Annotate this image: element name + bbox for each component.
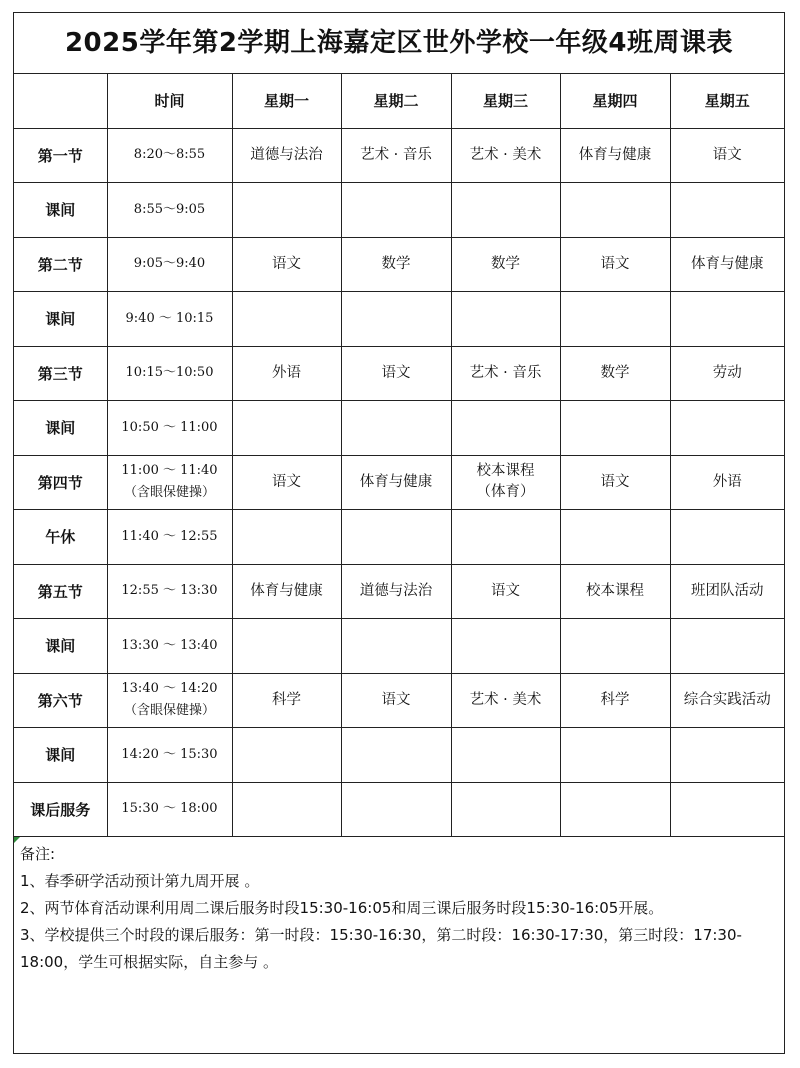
subject-cell-thursday	[560, 673, 670, 728]
period-time-line: 11:40 ～ 12:55	[121, 528, 218, 544]
period-time	[107, 183, 232, 238]
table-row	[14, 510, 784, 565]
subject-line: 综合实践活动	[683, 691, 771, 708]
subject-cell-friday	[670, 564, 784, 619]
subject-line: 体育与健康	[250, 582, 323, 599]
header-time: 时间	[107, 74, 232, 128]
subject-cell-friday	[670, 510, 784, 565]
period-label: 课间	[14, 619, 107, 674]
subject-cell-thursday	[560, 237, 670, 292]
period-label: 课间	[14, 728, 107, 783]
subject-cell-thursday	[560, 782, 670, 837]
subject-cell-monday	[232, 237, 341, 292]
header-day-friday: 星期五	[670, 74, 784, 128]
period-time	[107, 401, 232, 456]
subject-cell-tuesday	[341, 346, 451, 401]
subject-cell-friday	[670, 673, 784, 728]
subject-line: 数学	[381, 255, 411, 272]
period-time	[107, 673, 232, 728]
table-row	[14, 401, 784, 456]
period-time-line: 13:30 ～ 13:40	[121, 637, 218, 653]
subject-line: 体育与健康	[691, 255, 764, 272]
subject-line: 道德与法治	[250, 146, 323, 163]
subject-line: 艺术 · 美术	[469, 691, 542, 708]
subject-cell-tuesday	[341, 401, 451, 456]
subject-cell-friday	[670, 292, 784, 347]
subject-line: 艺术 · 美术	[469, 146, 542, 163]
subject-cell-tuesday	[341, 237, 451, 292]
note-item-3: 3、学校提供三个时段的课后服务：第一时段：15:30-16:30，第二时段：16:30-17:30，第三时段：17:30-18:00，学生可根据实际，自主参与 。	[20, 926, 742, 971]
header-day-thursday: 星期四	[560, 74, 670, 128]
subject-line: 外语	[712, 473, 742, 490]
period-label: 午休	[14, 510, 107, 565]
header-day-tuesday: 星期二	[341, 74, 451, 128]
subject-cell-wednesday	[451, 346, 560, 401]
timetable-body	[14, 128, 784, 837]
subject-line: 道德与法治	[359, 582, 433, 599]
timetable-sheet	[13, 12, 785, 1054]
period-time-line: 9:05～9:40	[133, 256, 206, 272]
subject-cell-friday	[670, 455, 784, 510]
subject-line: 科学	[272, 691, 301, 708]
subject-cell-monday	[232, 183, 341, 238]
subject-cell-thursday	[560, 128, 670, 183]
subject-cell-thursday	[560, 510, 670, 565]
subject-cell-friday	[670, 401, 784, 456]
subject-cell-thursday	[560, 346, 670, 401]
subject-line: 体育与健康	[359, 473, 433, 490]
note-item-1: 1、春季研学活动预计第九周开展 。	[20, 872, 260, 890]
subject-cell-friday	[670, 346, 784, 401]
table-row	[14, 728, 784, 783]
table-row	[14, 673, 784, 728]
subject-cell-wednesday	[451, 673, 560, 728]
period-time-line: 14:20 ～ 15:30	[121, 746, 218, 762]
subject-cell-thursday	[560, 401, 670, 456]
subject-cell-friday	[670, 728, 784, 783]
period-label: 第六节	[14, 673, 107, 728]
corner-mark-icon	[14, 837, 20, 843]
period-time-line: 10:15～10:50	[125, 365, 214, 381]
period-time-line: 12:55 ～ 13:30	[121, 583, 218, 599]
subject-line: 班团队活动	[691, 582, 764, 599]
subject-cell-thursday	[560, 619, 670, 674]
subject-cell-wednesday	[451, 728, 560, 783]
subject-cell-tuesday	[341, 455, 451, 510]
subject-line: 劳动	[712, 364, 742, 381]
subject-cell-friday	[670, 183, 784, 238]
subject-cell-tuesday	[341, 673, 451, 728]
subject-cell-monday	[232, 728, 341, 783]
table-row	[14, 619, 784, 674]
subject-line: 语文	[381, 691, 411, 708]
subject-cell-monday	[232, 292, 341, 347]
page-title: 2025学年第2学期上海嘉定区世外学校一年级4班周课表	[14, 13, 784, 74]
subject-cell-thursday	[560, 292, 670, 347]
subject-cell-wednesday	[451, 292, 560, 347]
period-time	[107, 237, 232, 292]
table-row	[14, 782, 784, 837]
subject-cell-tuesday	[341, 619, 451, 674]
subject-line: 体育与健康	[578, 146, 652, 163]
table-row	[14, 237, 784, 292]
subject-cell-monday	[232, 401, 341, 456]
subject-line: 数学	[491, 255, 520, 272]
subject-cell-thursday	[560, 183, 670, 238]
subject-cell-thursday	[560, 728, 670, 783]
period-time	[107, 728, 232, 783]
subject-line: 校本课程	[586, 582, 644, 599]
period-time	[107, 510, 232, 565]
period-time-line: 9:40 ～ 10:15	[125, 310, 214, 326]
period-time	[107, 346, 232, 401]
period-label: 课后服务	[14, 782, 107, 837]
subject-cell-wednesday	[451, 782, 560, 837]
header-row	[14, 74, 784, 128]
subject-line: 语文	[712, 146, 742, 163]
period-time	[107, 619, 232, 674]
header-blank-cell	[14, 74, 107, 128]
header-day-wednesday: 星期三	[451, 74, 560, 128]
subject-line: 语文	[491, 582, 520, 599]
period-label: 第四节	[14, 455, 107, 510]
period-label: 第三节	[14, 346, 107, 401]
subject-cell-tuesday	[341, 292, 451, 347]
table-row	[14, 564, 784, 619]
period-label: 课间	[14, 401, 107, 456]
subject-cell-friday	[670, 782, 784, 837]
subject-cell-monday	[232, 782, 341, 837]
subject-cell-thursday	[560, 455, 670, 510]
subject-line: 艺术 · 音乐	[360, 146, 432, 163]
subject-cell-tuesday	[341, 782, 451, 837]
table-row	[14, 455, 784, 510]
subject-cell-monday	[232, 619, 341, 674]
subject-cell-tuesday	[341, 128, 451, 183]
period-time-line: 15:30 ～ 18:00	[121, 801, 218, 817]
period-time	[107, 564, 232, 619]
note-item-2: 2、两节体育活动课利用周二课后服务时段15:30-16:05和周三课后服务时段15:30-16:05开展。	[20, 899, 664, 917]
subject-cell-tuesday	[341, 728, 451, 783]
period-time-line: 10:50 ～ 11:00	[121, 419, 218, 435]
subject-cell-wednesday	[451, 510, 560, 565]
subject-cell-friday	[670, 128, 784, 183]
period-time-line: 8:55～9:05	[133, 201, 206, 217]
subject-cell-tuesday	[341, 510, 451, 565]
subject-cell-tuesday	[341, 564, 451, 619]
period-time	[107, 455, 232, 510]
period-time-line: 8:20～8:55	[133, 147, 206, 163]
subject-cell-wednesday	[451, 455, 560, 510]
timetable-grid	[14, 74, 784, 837]
period-time-line: 13:40 ～ 14:20	[121, 681, 218, 697]
subject-cell-friday	[670, 237, 784, 292]
period-time	[107, 292, 232, 347]
subject-line: 语文	[600, 255, 630, 272]
notes-section	[14, 837, 784, 980]
subject-line: （体育）	[476, 484, 535, 501]
subject-line: 外语	[272, 364, 301, 381]
subject-line: 语文	[381, 364, 411, 381]
subject-line: 艺术 · 音乐	[469, 364, 542, 381]
table-row	[14, 346, 784, 401]
subject-line: 语文	[272, 255, 301, 272]
table-row	[14, 128, 784, 183]
subject-line: 科学	[600, 691, 630, 708]
subject-line: 语文	[600, 473, 630, 490]
period-time	[107, 782, 232, 837]
subject-line: 语文	[272, 473, 301, 490]
table-row	[14, 183, 784, 238]
subject-cell-wednesday	[451, 401, 560, 456]
subject-cell-monday	[232, 673, 341, 728]
subject-line: 数学	[600, 364, 630, 381]
period-time-line: （含眼保健操）	[123, 485, 215, 501]
period-label: 第一节	[14, 128, 107, 183]
subject-line: 校本课程	[476, 463, 535, 480]
period-label: 第二节	[14, 237, 107, 292]
period-time-line: 11:00 ～ 11:40	[121, 463, 218, 479]
subject-cell-wednesday	[451, 128, 560, 183]
subject-cell-monday	[232, 128, 341, 183]
subject-cell-friday	[670, 619, 784, 674]
period-time-line: （含眼保健操）	[123, 703, 215, 719]
subject-cell-wednesday	[451, 183, 560, 238]
subject-cell-monday	[232, 510, 341, 565]
notes-heading: 备注:	[20, 845, 56, 863]
subject-cell-monday	[232, 564, 341, 619]
subject-cell-tuesday	[341, 183, 451, 238]
subject-cell-monday	[232, 455, 341, 510]
header-day-monday: 星期一	[232, 74, 341, 128]
table-row	[14, 292, 784, 347]
period-label: 课间	[14, 183, 107, 238]
period-label: 第五节	[14, 564, 107, 619]
subject-cell-monday	[232, 346, 341, 401]
subject-cell-wednesday	[451, 237, 560, 292]
period-time	[107, 128, 232, 183]
subject-cell-wednesday	[451, 564, 560, 619]
subject-cell-wednesday	[451, 619, 560, 674]
subject-cell-thursday	[560, 564, 670, 619]
period-label: 课间	[14, 292, 107, 347]
